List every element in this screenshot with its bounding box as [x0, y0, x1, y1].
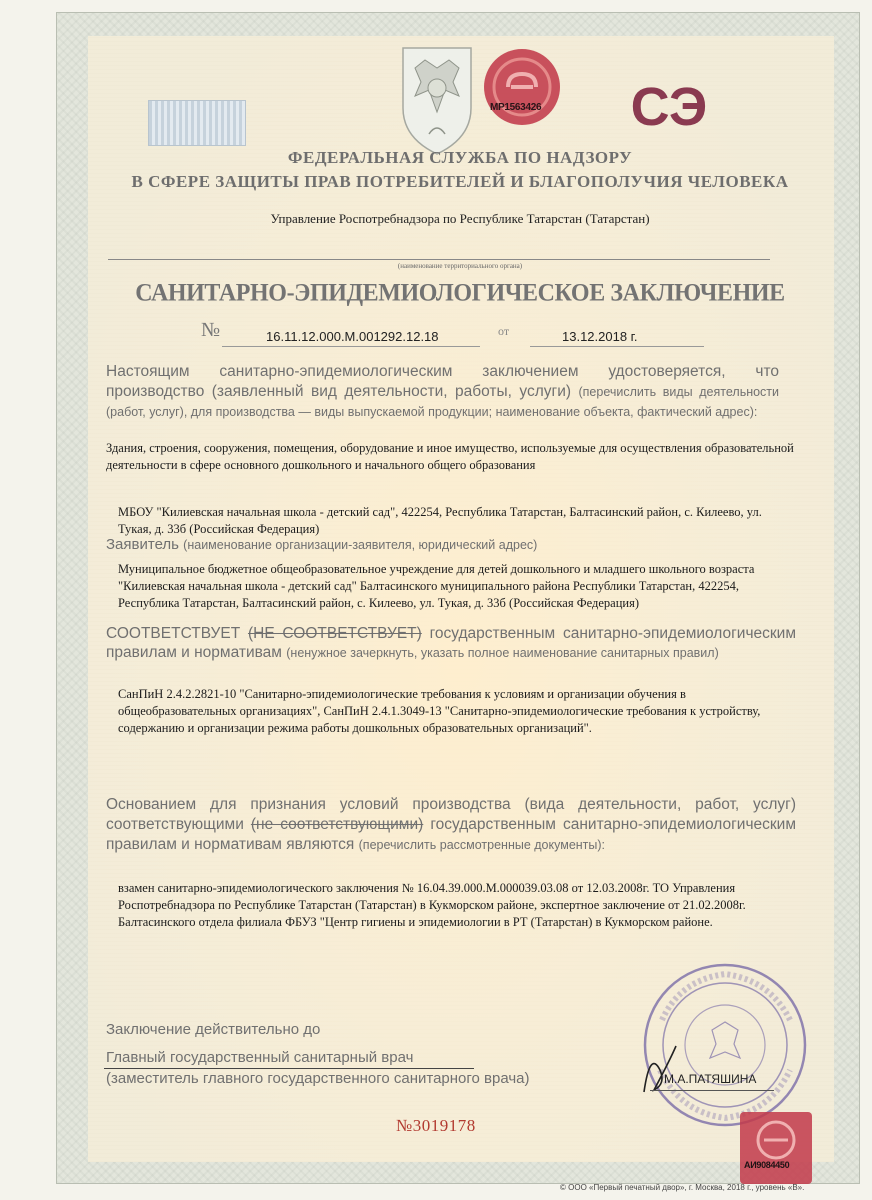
se-logo-mark [628, 80, 710, 132]
applicant-details: Муниципальное бюджетное общеобразовательное учреждение для детей дошкольного и младшего школьного возраста "Килиевская начальная школа - детский сад" Балтасинского муниципального района Республики Татарстан, 422254, Республика Татарстан, Балтасинский район, с. Килеево, ул. Тукая, д. 33б (Российская Федерация) [118, 562, 755, 610]
conformity-word: СООТВЕТСТВУЕТ [106, 625, 241, 642]
applicant-heading [106, 536, 537, 553]
signer-rule [650, 1090, 774, 1091]
agency-title-line1: ФЕДЕРАЛЬНАЯ СЛУЖБА ПО НАДЗОРУ [287, 148, 633, 167]
basis-struck: (не соответствующими) [250, 816, 424, 833]
applicant-note: (наименование организации-заявителя, юридический адрес) [183, 538, 538, 552]
document-title: САНИТАРНО-ЭПИДЕМИОЛОГИЧЕСКОЕ ЗАКЛЮЧЕНИЕ [135, 279, 785, 307]
date-rule [530, 346, 704, 347]
signature-scribble [640, 1040, 680, 1100]
form-serial-number: №3019178 [396, 1116, 476, 1135]
conformity-rest: государственным санитарно-эпидемиологическим правилам и нормативам [106, 625, 796, 661]
reviewed-documents: взамен санитарно-эпидемиологического заключения № 16.04.39.000.М.000039.03.08 от 12.03.2008г. ТО Управления Роспотребнадзора по Республике Татарстан (Татарстан) в Кукморском районе, экспертное заключение от 21.02.2008г. Балтасинского отдела филиала ФБУЗ "Центр гигиены и эпидемиологии в РТ (Татарстан) в Кукморском районе. [118, 881, 746, 929]
conformity-note: (ненужное зачеркнуть, указать полное наименование санитарных правил) [286, 646, 719, 660]
basis-statement [106, 795, 796, 855]
intro-paragraph [106, 362, 779, 422]
chief-rule [104, 1068, 474, 1069]
agency-title-line2: В СФЕРЕ ЗАЩИТЫ ПРАВ ПОТРЕБИТЕЛЕЙ И БЛАГОПОЛУЧИЯ ЧЕЛОВЕКА [131, 172, 789, 191]
sanitary-rules-list: СанПиН 2.4.2.2821-10 "Санитарно-эпидемиологические требования к условиям и организации обучения в общеобразовательных организациях", СанПиН 2.4.1.3049-13 "Санитарно-эпидемиологические требования к устройству, содержанию и организации режима работы дошкольных образовательных организаций". [118, 687, 761, 735]
se-logo-text: СЭ [630, 80, 708, 132]
territorial-body-hint: (наименование территориального органа) [397, 262, 523, 270]
number-rule [222, 346, 480, 347]
bottom-hologram-sticker [738, 1110, 814, 1186]
applicant-label: Заявитель [106, 536, 179, 553]
intro-main: Настоящим санитарно-эпидемиологическим заключением удостоверяется, что производство (заявленный вид деятельности, работы, услуги) [106, 363, 779, 400]
basis-part2: государственным санитарно-эпидемиологическим правилам и нормативам являются [106, 816, 796, 853]
hologram-strip [148, 100, 246, 146]
certificate-date: 13.12.2018 г. [562, 329, 638, 344]
territorial-body-rule [108, 259, 770, 260]
printer-footer: © ООО «Первый печатный двор», г. Москва, 2018 г., уровень «В». [560, 1183, 805, 1192]
basis-note: (перечислить рассмотренные документы): [358, 838, 606, 852]
chief-doctor-label: Главный государственный санитарный врач [106, 1049, 414, 1066]
bottom-hologram-code: АИ9084450 [744, 1160, 790, 1170]
date-from-label: от [498, 324, 510, 338]
hologram-sticker [481, 46, 563, 128]
intro-note: (перечислить виды деятельности (работ, услуг), для производства — виды выпускаемой продукции; наименование объекта, фактический адрес): [106, 385, 780, 419]
signer-name: М.А.ПАТЯШИНА [664, 1072, 757, 1086]
object-address: МБОУ "Килиевская начальная школа - детский сад", 422254, Республика Татарстан, Балтасинский район, с. Килеево, ул. Тукая, д. 33б (Российская Федерация) [118, 505, 762, 536]
validity-label: Заключение действительно до [106, 1021, 321, 1038]
activity-description: Здания, строения, сооружения, помещения, оборудование и иное имущество, используемые для осуществления образовательной деятельности в сфере основного дошкольного и начального общего образования [106, 441, 794, 472]
basis-part1: Основанием для признания условий производства (вида деятельности, работ, услуг) соответствующими [106, 796, 796, 833]
conformity-struck: (НЕ СООТВЕТСТВУЕТ) [247, 625, 422, 642]
hologram-code: МР1563426 [490, 102, 542, 113]
deputy-label: (заместитель главного государственного санитарного врача) [106, 1070, 530, 1087]
certificate-number: 16.11.12.000.М.001292.12.18 [266, 329, 439, 344]
conformity-statement [106, 624, 796, 663]
territorial-body-name: Управление Роспотребнадзора по Республике Татарстан (Татарстан) [270, 211, 650, 226]
number-sign: № [201, 319, 221, 341]
coat-of-arms-emblem [395, 38, 479, 158]
